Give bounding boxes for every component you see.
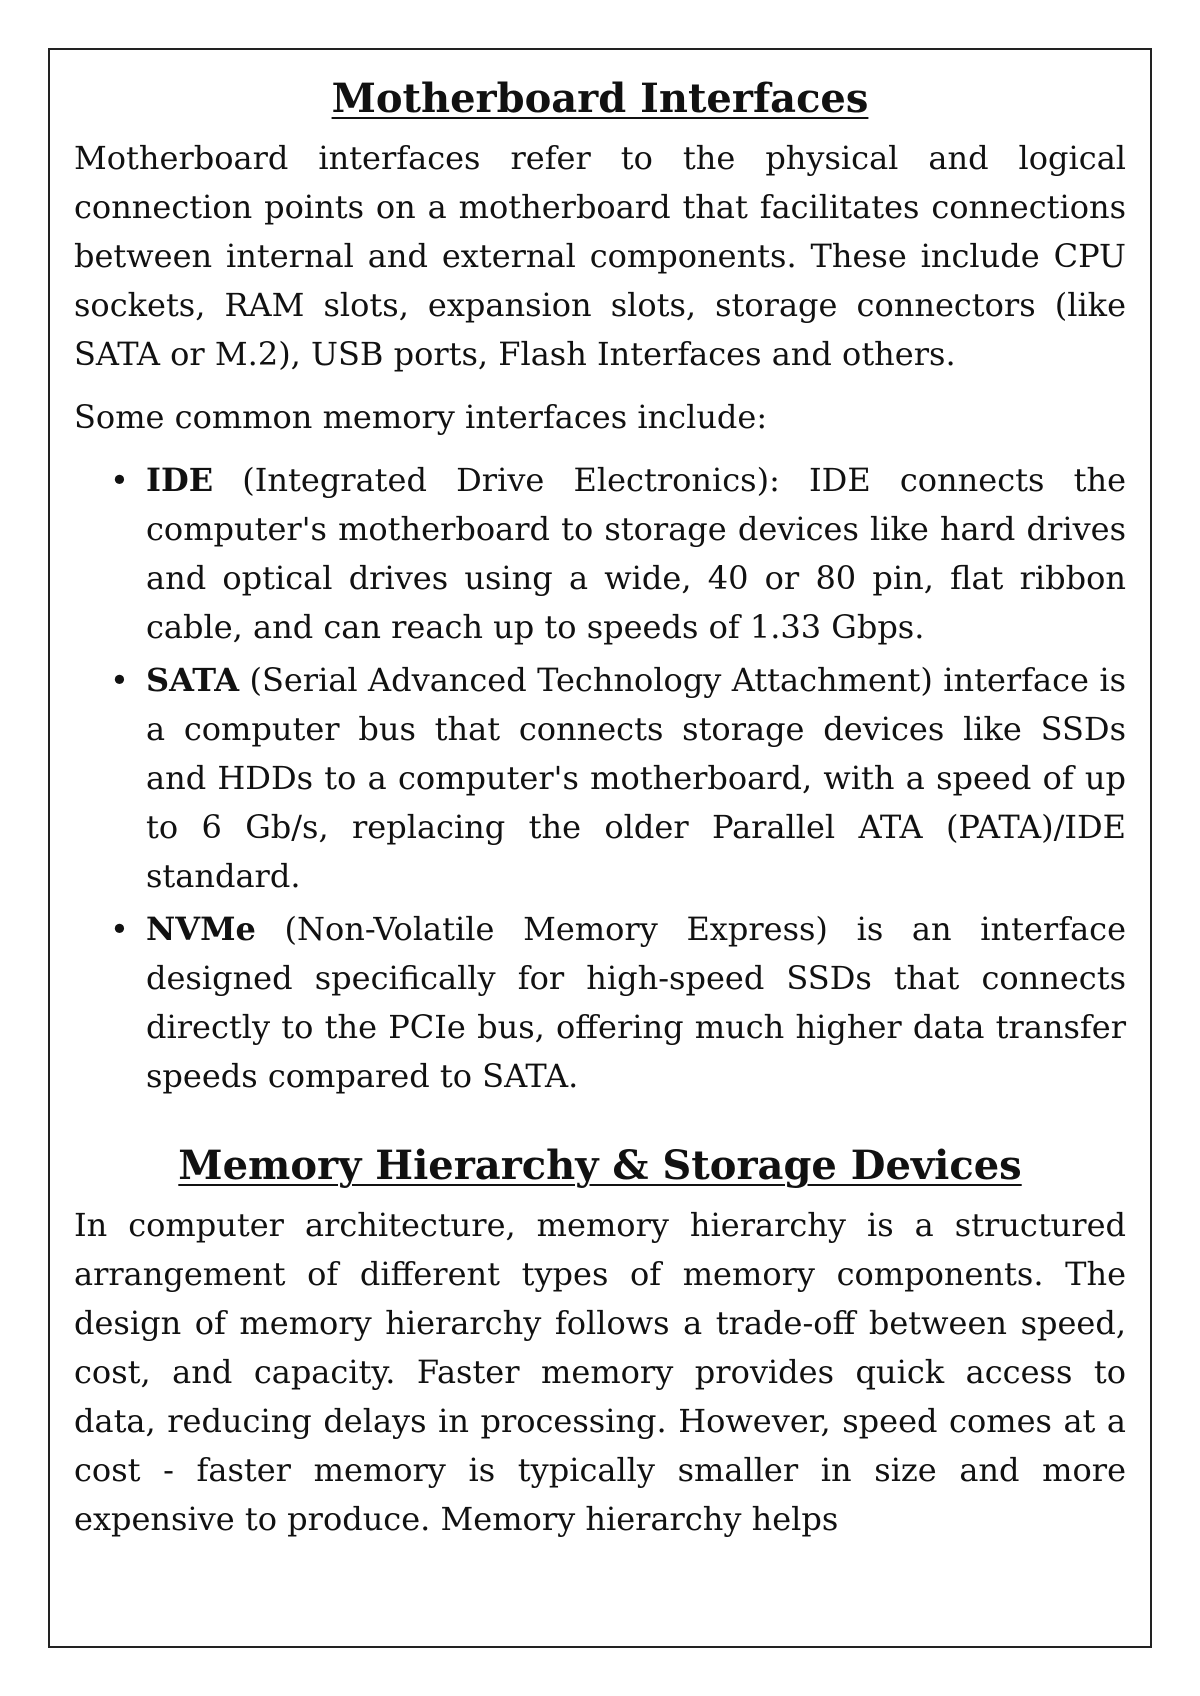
bullet-icon: •: [110, 910, 129, 948]
list-item-ide: [110, 456, 1126, 652]
term-nvme: NVMe: [146, 910, 256, 948]
list-item-sata: [110, 656, 1126, 901]
list-item-nvme: [110, 905, 1126, 1101]
lead-in-paragraph: Some common memory interfaces include:: [74, 398, 768, 436]
section-title-motherboard-interfaces: Motherboard Interfaces: [331, 75, 869, 122]
section-title-memory-hierarchy: Memory Hierarchy & Storage Devices: [178, 1142, 1022, 1189]
interface-list: [74, 456, 1126, 1101]
description-sata: (Serial Advanced Technology Attachment) interface is a computer bus that connects storage devices like SSDs and HDDs to a computer's motherboard, with a speed of up to 6 Gb/s, replacing the older Parallel ATA (PATA)/IDE standard.: [146, 661, 1126, 895]
intro-paragraph: Motherboard interfaces refer to the physical and logical connection points on a motherboard that facilitates connections between internal and external components. These include CPU sockets, RAM slots, expansion slots, storage connectors (like SATA or M.2), USB ports, Flash Interfaces and others.: [74, 139, 1126, 373]
term-sata: SATA: [146, 661, 240, 699]
page-frame: [48, 48, 1152, 1648]
memory-hierarchy-paragraph: In computer architecture, memory hierarchy is a structured arrangement of different types of memory components. The design of memory hierarchy follows a trade-off between speed, cost, and capacity. Faster memory provides quick access to data, reducing delays in processing. However, speed comes at a cost - faster memory is typically smaller in size and more expensive to produce. Memory hierarchy helps: [74, 1206, 1126, 1538]
bullet-icon: •: [110, 661, 129, 699]
term-ide: IDE: [146, 461, 214, 499]
description-ide: (Integrated Drive Electronics): IDE connects the computer's motherboard to storage devices like hard drives and optical drives using a wide, 40 or 80 pin, flat ribbon cable, and can reach up to speeds of 1.33 Gbps.: [146, 461, 1126, 646]
bullet-icon: •: [110, 461, 129, 499]
description-nvme: (Non-Volatile Memory Express) is an interface designed specifically for high-speed SSDs that connects directly to the PCIe bus, offering much higher data transfer speeds compared to SATA.: [146, 910, 1126, 1095]
